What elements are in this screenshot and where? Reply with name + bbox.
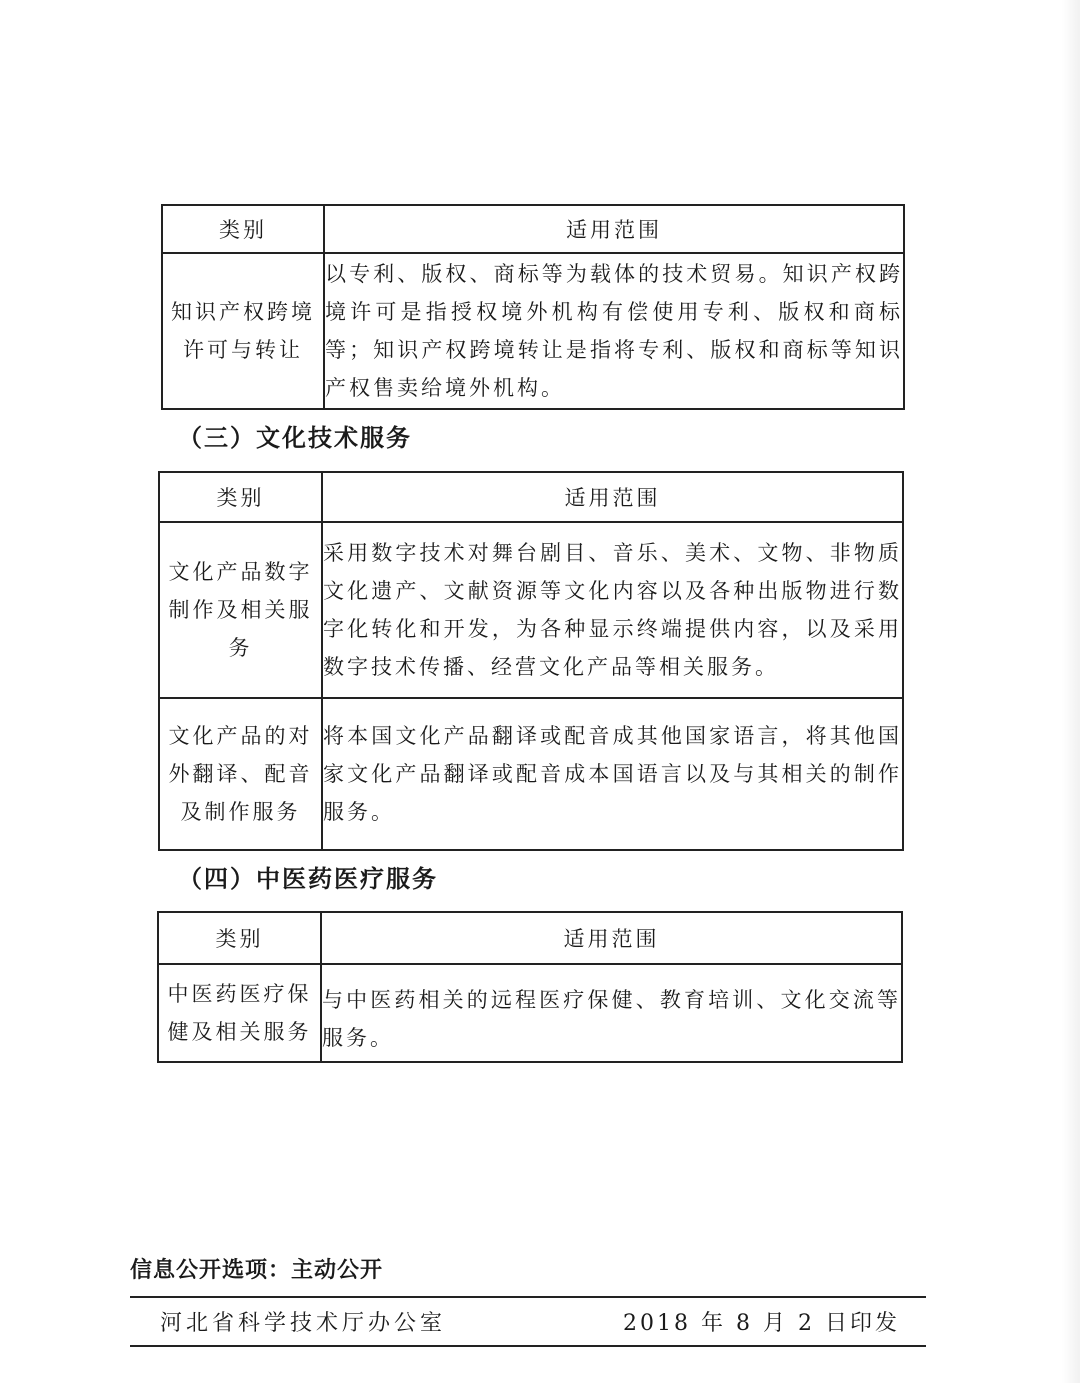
table-row [162, 253, 904, 409]
row-scope: 将本国文化产品翻译或配音成其他国家语言，将其他国家文化产品翻译或配音成本国语言以及与其相关的制作服务。 [322, 698, 903, 850]
ip-license-table [161, 204, 905, 410]
row-category: 文化产品数字制作及相关服务 [159, 522, 322, 698]
header-category: 类别 [158, 912, 321, 964]
header-category: 类别 [159, 472, 322, 522]
section-4-heading: （四）中医药医疗服务 [178, 865, 438, 893]
header-category: 类别 [162, 205, 324, 253]
table-row [159, 522, 903, 698]
tcm-table [157, 911, 903, 1063]
table-header-row [162, 205, 904, 253]
issue-date: 2018 年 8 月 2 日印发 [623, 1311, 900, 1336]
header-scope: 适用范围 [321, 912, 902, 964]
row-category: 知识产权跨境许可与转让 [162, 253, 324, 409]
page-edge-shadow [1062, 0, 1080, 1383]
row-category: 文化产品的对外翻译、配音及制作服务 [159, 698, 322, 850]
table-header-row [159, 472, 903, 522]
header-scope: 适用范围 [322, 472, 903, 522]
footer-rule-bottom [130, 1345, 926, 1347]
row-category: 中医药医疗保健及相关服务 [158, 964, 321, 1062]
table-header-row [158, 912, 902, 964]
row-scope: 与中医药相关的远程医疗保健、教育培训、文化交流等服务。 [321, 964, 902, 1062]
disclosure-option: 信息公开选项：主动公开 [130, 1258, 384, 1283]
table-row [158, 964, 902, 1062]
footer-rule-top [130, 1296, 926, 1298]
table-row [159, 698, 903, 850]
issuing-office: 河北省科学技术厅办公室 [160, 1311, 447, 1336]
row-scope: 以专利、版权、商标等为载体的技术贸易。知识产权跨境许可是指授权境外机构有偿使用专利、版权和商标等；知识产权跨境转让是指将专利、版权和商标等知识产权售卖给境外机构。 [324, 253, 904, 409]
section-3-heading: （三）文化技术服务 [178, 424, 412, 452]
row-scope: 采用数字技术对舞台剧目、音乐、美术、文物、非物质文化遗产、文献资源等文化内容以及各种出版物进行数字化转化和开发，为各种显示终端提供内容，以及采用数字技术传播、经营文化产品等相关服务。 [322, 522, 903, 698]
culture-tech-table [158, 471, 904, 851]
header-scope: 适用范围 [324, 205, 904, 253]
